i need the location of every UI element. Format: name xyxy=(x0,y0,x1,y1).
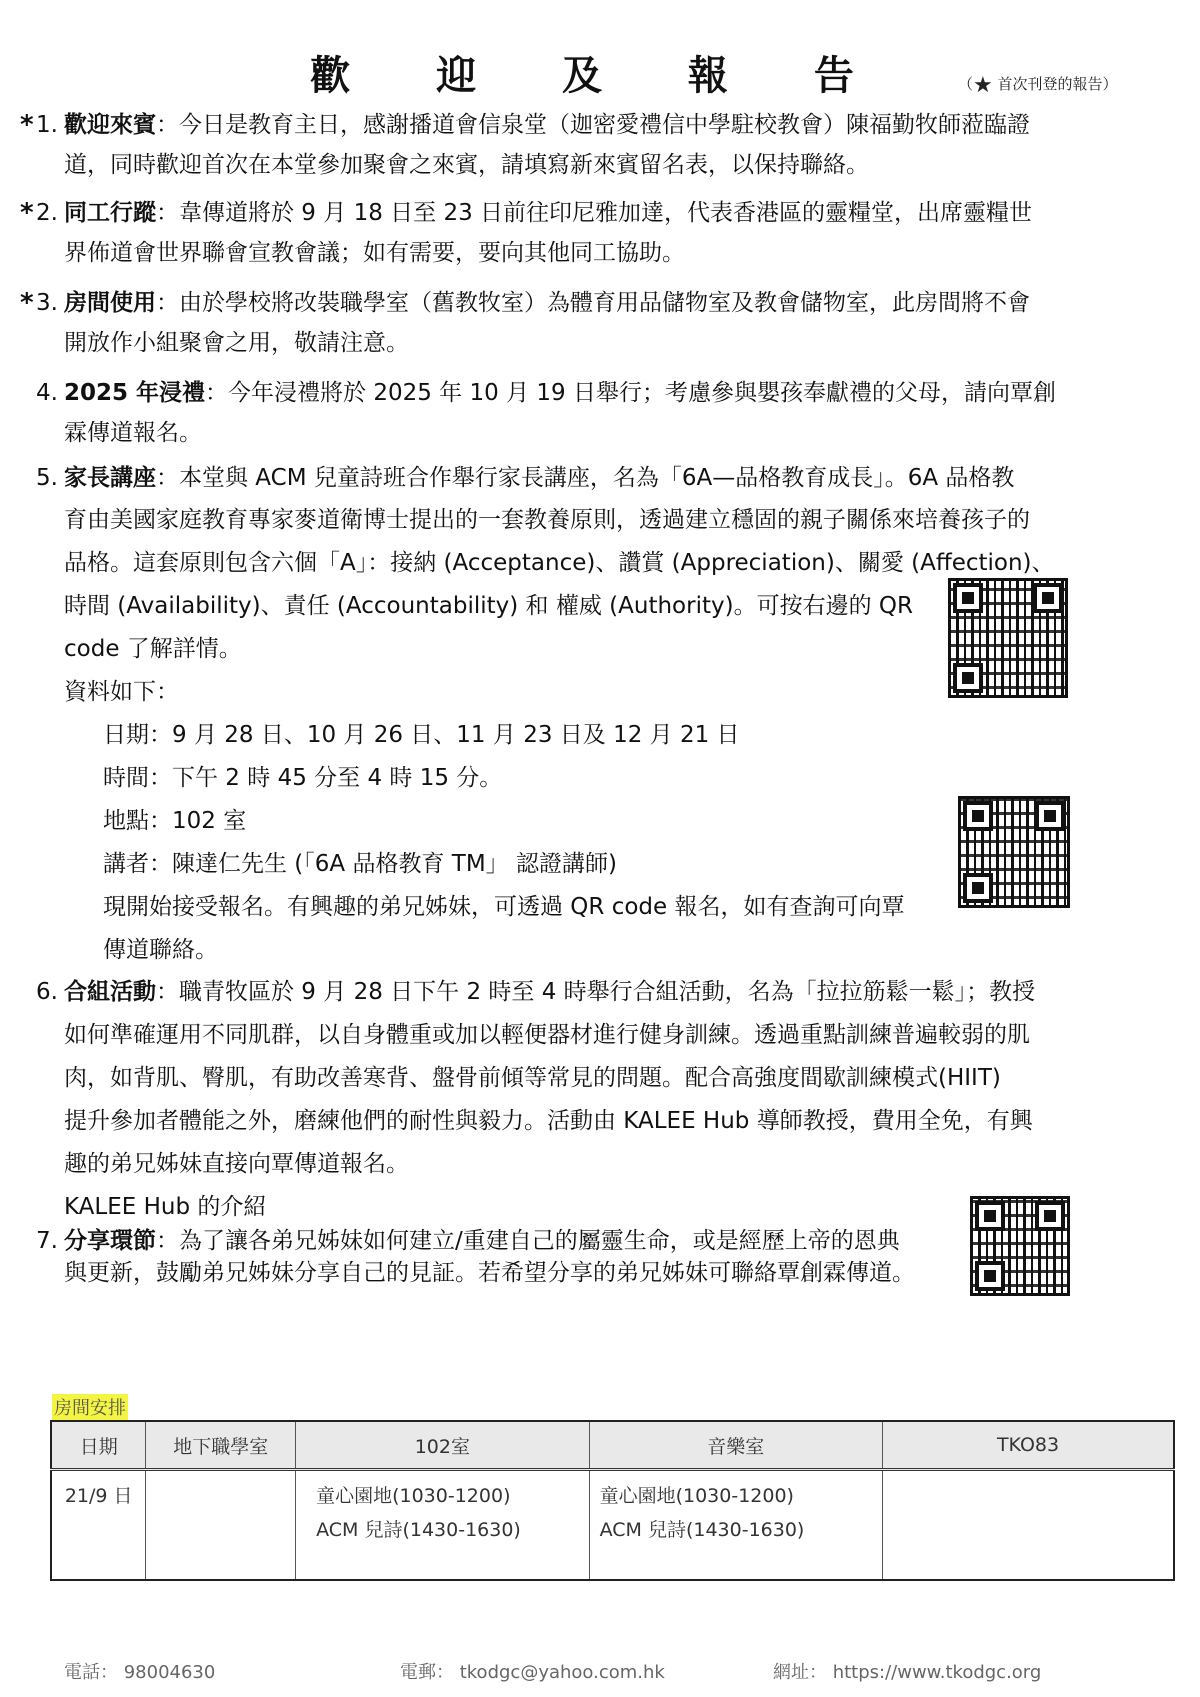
header-date: 日期 xyxy=(51,1421,146,1470)
new-mark-icon: * xyxy=(20,198,34,228)
qr-code-kalee-icon[interactable] xyxy=(970,1196,1070,1296)
table-row xyxy=(51,1470,1174,1581)
cell-room-102: 童心園地(1030-1200) ACM 兒詩(1430-1630) xyxy=(296,1470,589,1581)
kalee-hub-intro-link[interactable]: KALEE Hub 的介紹 xyxy=(64,1194,267,1220)
qr-code-info-icon[interactable] xyxy=(948,578,1068,698)
room-schedule-label: 房間安排 xyxy=(52,1394,128,1420)
detail-speaker: 講者：陳達仁先生 (「6A 品格教育 TM」 認證講師) xyxy=(103,851,617,877)
header-music-room: 音樂室 xyxy=(589,1421,882,1470)
new-mark-icon: * xyxy=(20,110,34,140)
cell-tko83 xyxy=(883,1470,1174,1581)
item-label: 同工行蹤 xyxy=(64,200,156,226)
item-label: 分享環節 xyxy=(64,1228,156,1254)
table-header-row xyxy=(51,1421,1174,1470)
item-number: 7. xyxy=(36,1228,58,1254)
cell-music-room: 童心園地(1030-1200) ACM 兒詩(1430-1630) xyxy=(589,1470,882,1581)
page-title: 歡 迎 及 報 告 xyxy=(310,53,890,99)
qr-code-register-icon[interactable] xyxy=(958,796,1070,908)
info-title: 資料如下： xyxy=(64,679,179,705)
footer-website[interactable]: 網址： https://www.tkodgc.org xyxy=(773,1662,1042,1683)
detail-time: 時間：下午 2 時 45 分至 4 時 15 分。 xyxy=(103,765,503,791)
new-mark-icon: * xyxy=(20,288,34,318)
item-number: 6. xyxy=(36,979,58,1005)
room-schedule-table xyxy=(50,1420,1175,1581)
footer-email[interactable]: 電郵： tkodgc@yahoo.com.hk xyxy=(400,1662,665,1683)
header-basement-room: 地下職學室 xyxy=(146,1421,296,1470)
star-icon: ★ xyxy=(973,73,993,98)
cell-basement xyxy=(146,1470,296,1581)
item-label: 合組活動 xyxy=(64,979,156,1005)
detail-date: 日期：9 月 28 日、10 月 26 日、11 月 23 日及 12 月 21 日 xyxy=(103,722,740,748)
item-number: 4. xyxy=(36,380,58,406)
header-tko83: TKO83 xyxy=(883,1421,1174,1470)
first-publish-note: （★ 首次刊登的報告） xyxy=(958,73,1118,98)
detail-place: 地點：102 室 xyxy=(103,808,247,834)
cell-date: 21/9 日 xyxy=(51,1470,146,1581)
detail-registration: 現開始接受報名。有興趣的弟兄姊妹，可透過 QR code 報名，如有查詢可向覃 xyxy=(103,894,905,920)
item-number: 5. xyxy=(36,465,58,491)
item-label: 家長講座 xyxy=(64,465,156,491)
footer-phone: 電話： 98004630 xyxy=(64,1662,216,1683)
item-label: 2025 年浸禮 xyxy=(64,380,206,406)
item-label: 歡迎來賓 xyxy=(64,112,156,138)
header-room-102: 102室 xyxy=(296,1421,589,1470)
item-label: 房間使用 xyxy=(64,290,156,316)
item-number: 3. xyxy=(36,290,58,316)
item-number: 1. xyxy=(36,112,58,138)
item-number: 2. xyxy=(36,200,58,226)
